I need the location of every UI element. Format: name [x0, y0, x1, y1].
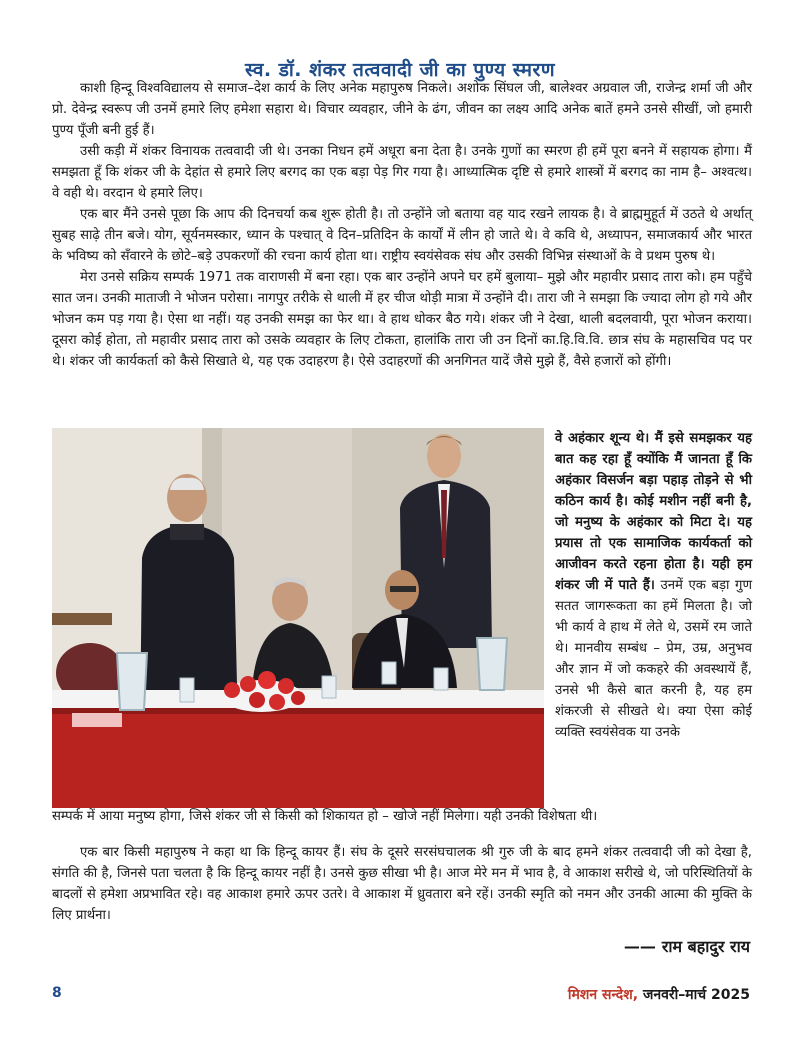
author-signature: [624, 935, 750, 957]
article-body-top: [52, 78, 752, 372]
pull-quote: वे अहंकार शून्य थे। मैं इसे समझकर यह बात कह रहा हूँ क्योंकि मैं जानता हूँ कि अहंकार विसर्जन बड़ा पहाड़ तोड़ने से भी कठिन कार्य है। कोई मशीन नहीं बनी है, जो मनुष्य के अहंकार को मिटा दे। यह प्रयास तो एक सामाजिक कार्यकर्ता को आजीवन करते रहना होता है। यही हम शंकर जी में पाते हैं।: [555, 431, 752, 593]
paragraph-3: एक बार मैंने उनसे पूछा कि आप की दिनचर्या कब शुरू होती है। तो उन्होंने जो बताया वह याद रखने लायक है। वे ब्राह्ममुहूर्त में उठते थे अर्थात् सुबह साढ़े तीन बजे। योग, सूर्यनमस्कार, ध्यान के पश्चात् वे दिन–प्रतिदिन के कार्यों में लीन हो जाते थे। वे कवि थे, अध्यापन, समाजकार्य और भारत के भविष्य को सँवारने के छोटे–बड़े उपकरणों की रचना कार्य होता था। राष्ट्रीय स्वयंसेवक संघ और उसकी विभिन्न संस्थाओं के वे प्रथम पुरुष थे।: [52, 207, 752, 264]
event-photo: [52, 428, 544, 808]
closing-paragraph: एक बार किसी महापुरुष ने कहा था कि हिन्दू कायर हैं। संघ के दूसरे सरसंघचालक श्री गुरु जी के बाद हमने शंकर तत्ववादी जी को देखा है, संगति की है, जिनसे पता चलता है कि हिन्दू कायर नहीं है। उनसे कुछ सीखा भी है। आज मेरे मन में भाव है, वे आकाश सरीखे थे, जो परिस्थितियों के बादलों से हमेशा अप्रभावित रहे। वह आकाश हमारे ऊपर उतरे। वे आकाश में ध्रुवतारा बने रहें। उनकी स्मृति को नमन और उनकी आत्मा की मुक्ति के लिए प्रार्थना।: [52, 845, 752, 923]
author-name: राम बहादुर राय: [661, 937, 750, 956]
page-number: 8: [52, 985, 62, 1001]
article-body-bottom: [52, 842, 752, 926]
paragraph-1: काशी हिन्दू विश्वविद्यालय से समाज–देश कार्य के लिए अनेक महापुरुष निकले। अशोक सिंघल जी, बालेश्वर अग्रवाल जी, राजेन्द्र शर्मा जी और प्रो. देवेन्द्र स्वरूप जी उनमें हमारे लिए हमेशा सहारा थे। विचार व्यवहार, जीने के ढंग, जीवन का लक्ष्य आदि अनेक बातें हमने उनसे सीखीं, जो हमारी पुण्य पूँजी बनी हुई हैं।: [52, 81, 752, 138]
side-continuation: सम्पर्क में आया मनुष्य होगा, जिसे शंकर जी से किसी को शिकायत हो – खोजे नहीं मिलेगा। यही उनकी विशेषता थी।: [52, 809, 598, 824]
signature-dash: ——: [623, 937, 656, 956]
side-paragraph: उनमें एक बड़ा गुण सतत जागरूकता का हमें मिलता है। जो भी कार्य वे हाथ में लेते थे, उसमें रम जाते थे। मानवीय सम्बंध – प्रेम, उम्र, अनुभव और ज्ञान में जो ककहरे की अवस्थायें हैं, उनसे भी कैसे बात करनी है, यह हम शंकरजी से सीखते थे। क्या ऐसा कोई व्यक्ति स्वयंसेवक या उनके: [555, 578, 752, 740]
publication-name: मिशन सन्देश,: [567, 987, 639, 1003]
footer-publication: [568, 985, 750, 1004]
publication-issue: जनवरी–मार्च 2025: [642, 987, 750, 1003]
article-title: स्व. डॉ. शंकर तत्ववादी जी का पुण्य स्मरण: [244, 59, 556, 81]
paragraph-4: मेरा उनसे सक्रिय सम्पर्क 1971 तक वाराणसी में बना रहा। एक बार उन्होंने अपने घर हमें बुलाया– मुझे और महावीर प्रसाद तारा को। हम पहुँचे सात जन। उनकी माताजी ने भोजन परोसा। नागपुर तरीके से थाली में हर चीज थोड़ी मात्रा में उन्होंने दी। तारा जी ने समझा कि ज्यादा लोग हो गये और भोजन कम पड़ गया है। ऐसा था नहीं। यह उनकी समझ का फेर था। वे हाथ धोकर बैठ गये। शंकर जी ने देखा, थाली बदलवायी, पूरा भोजन कराया। दूसरा कोई होता, तो महावीर प्रसाद तारा को उसके व्यवहार के लिए टोकता, हालांकि तारा जी उन दिनों का.हि.वि.वि. छात्र संघ के महासचिव पद पर थे। शंकर जी कार्यकर्ता को कैसे सिखाते थे, यह एक उदाहरण है। ऐसे उदाहरणों की अनगिनत यादें जैसे मुझे हैं, वैसे हजारों को होंगी।: [52, 270, 752, 369]
photo-side-text: [555, 428, 752, 743]
paragraph-2: उसी कड़ी में शंकर विनायक तत्ववादी जी थे। उनका निधन हमें अधूरा बना देता है। उनके गुणों का स्मरण ही हमें पूरा बनने में सहायक होगा। मैं समझता हूँ कि शंकर जी के देहांत से हमारे लिए बरगद का एक बड़ा पेड़ गिर गया है। आध्यात्मिक दृष्टि से हमारे शास्त्रों में बरगद का नाम है– अश्वत्थ। वे वही थे। वरदान थे हमारे लिए।: [52, 144, 752, 201]
